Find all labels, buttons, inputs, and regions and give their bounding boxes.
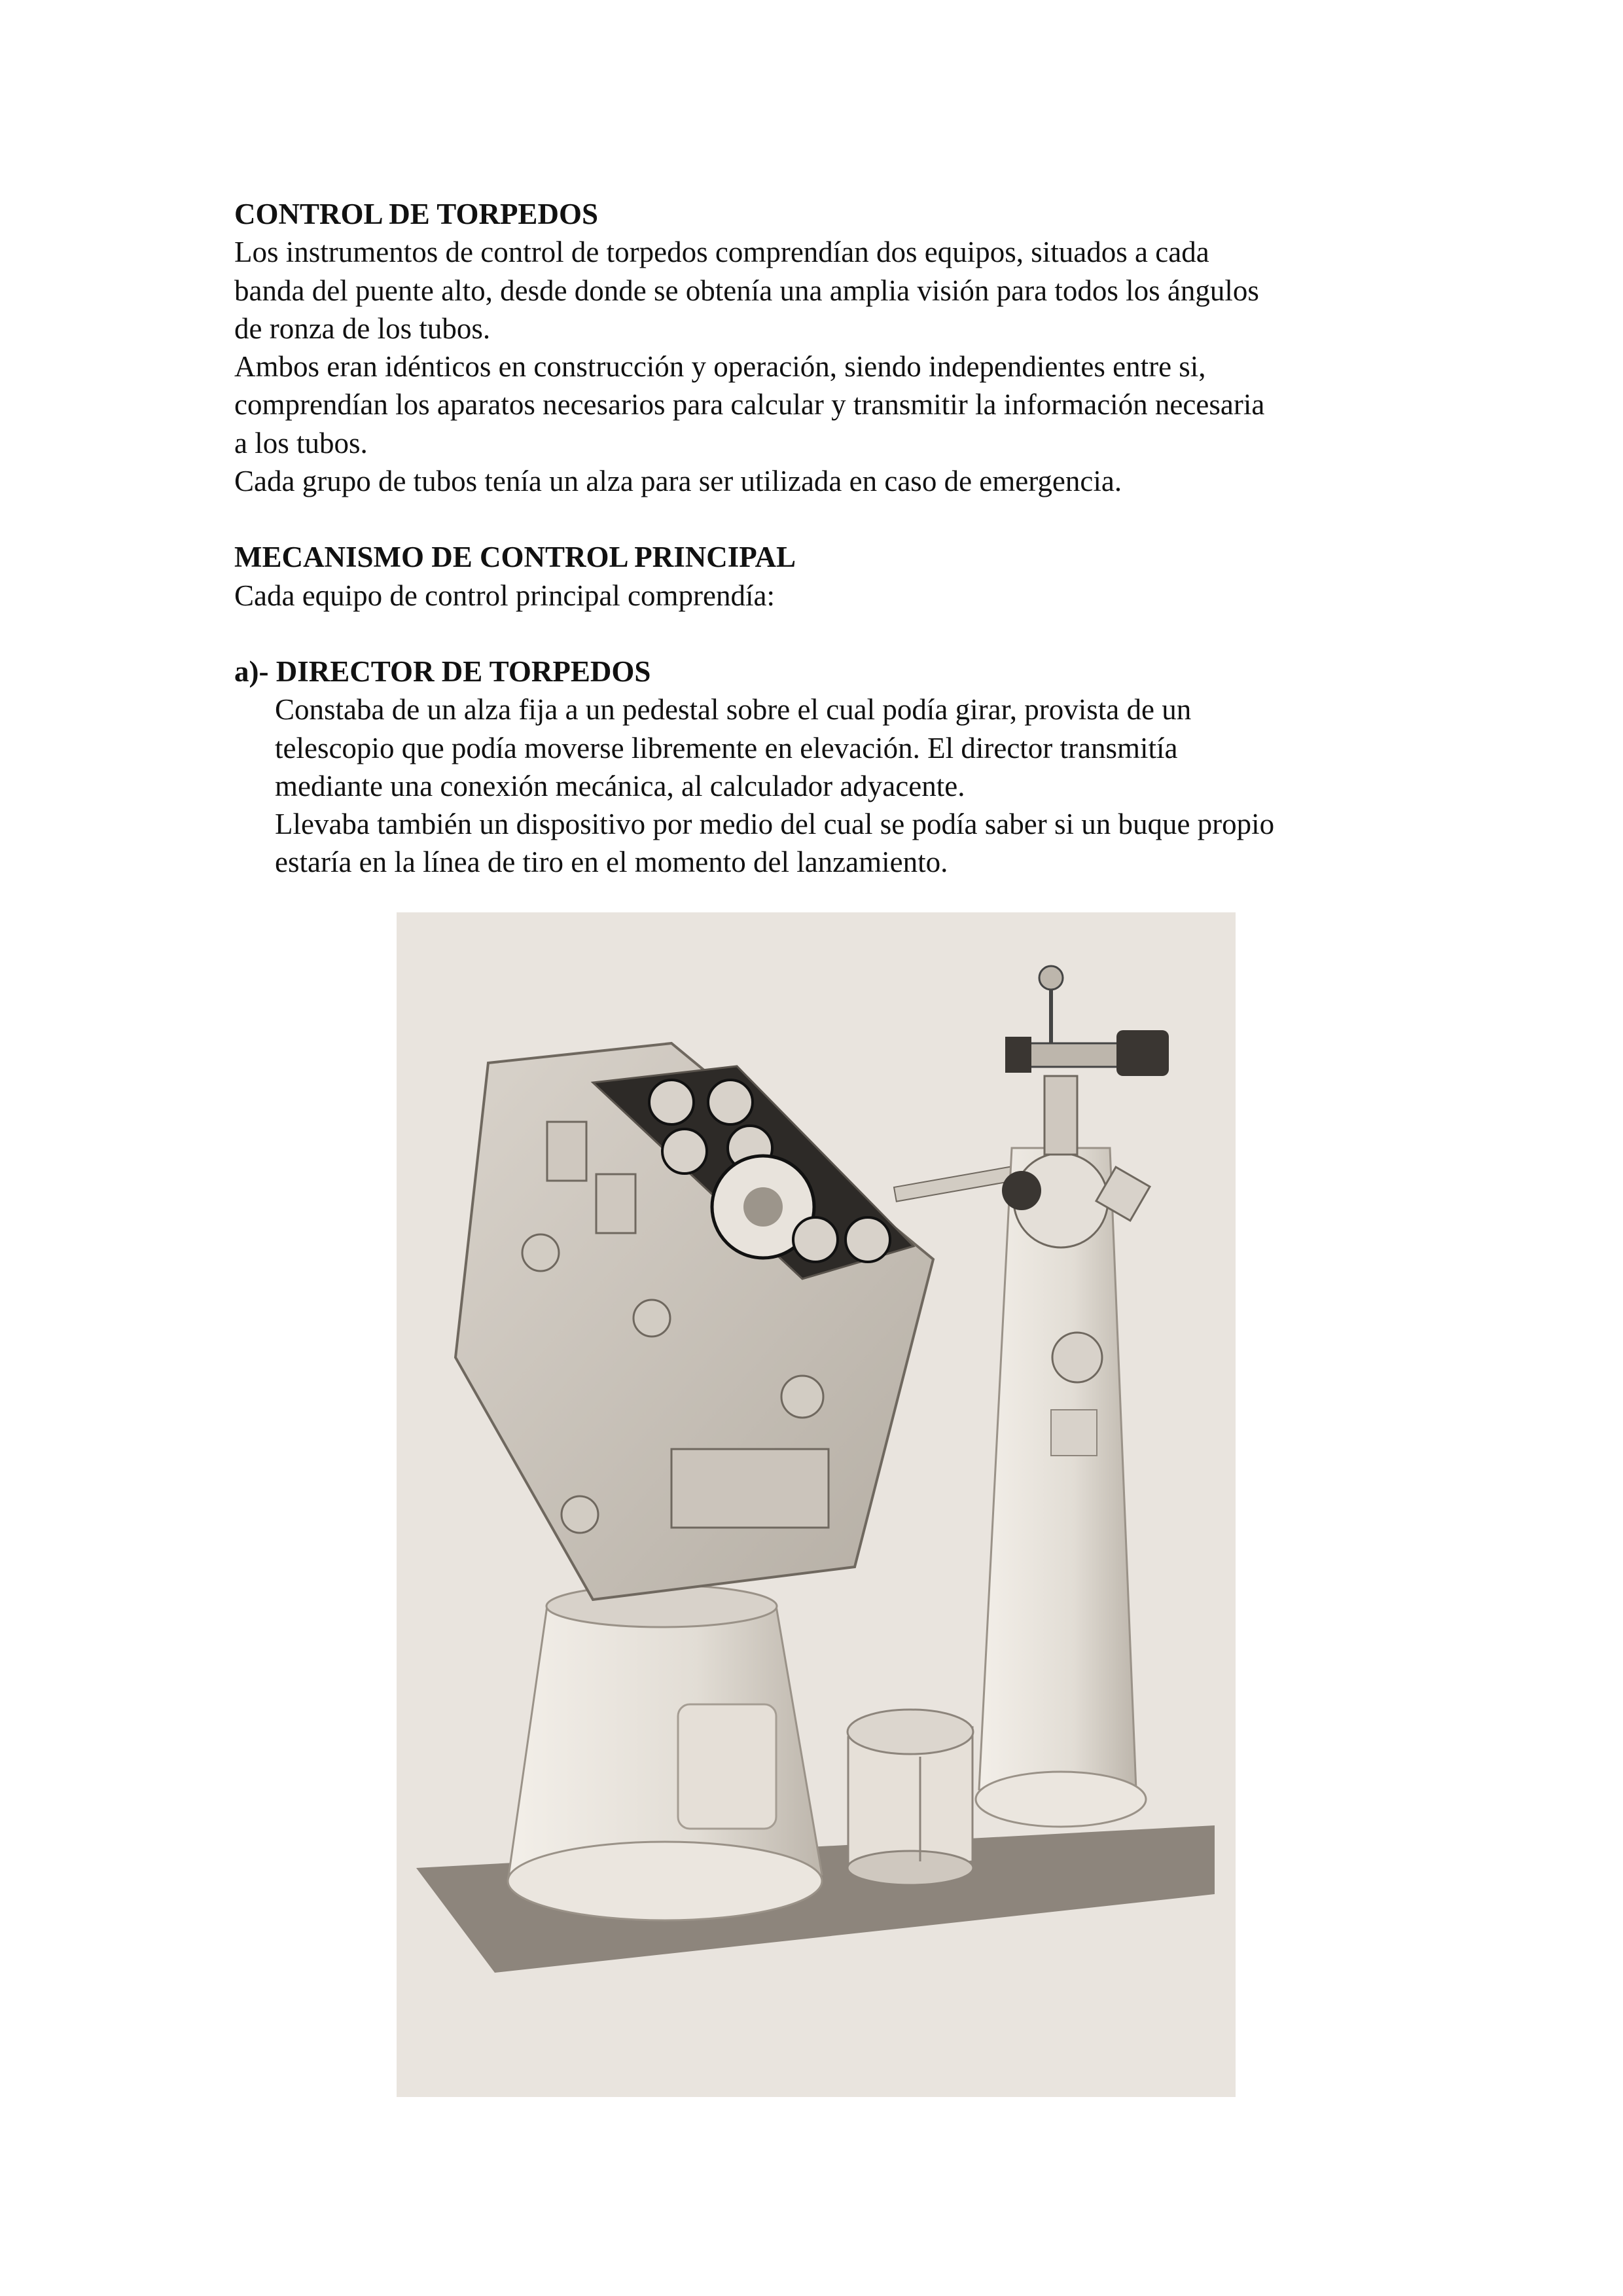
paragraph-line: comprendían los aparatos necesarios para calcular y transmitir la información necesaria — [234, 388, 1265, 422]
paragraph-line: de ronza de los tubos. — [234, 312, 491, 345]
paragraph-line: Cada equipo de control principal comprendía: — [234, 579, 775, 612]
torpedo-director-photo — [397, 912, 1236, 2097]
paragraph-line: Ambos eran idénticos en construcción y operación, siendo independientes entre si, — [234, 350, 1206, 384]
paragraph-line: Los instrumentos de control de torpedos comprendían dos equipos, situados a cada — [234, 236, 1209, 269]
paragraph-line: Llevaba también un dispositivo por medio del cual se podía saber si un buque propio — [275, 808, 1275, 841]
paragraph-spacer — [234, 615, 1412, 653]
heading-director-torpedos: a)- DIRECTOR DE TORPEDOS — [234, 655, 651, 688]
paragraph-line: Cada grupo de tubos tenía un alza para ser utilizada en caso de emergencia. — [234, 465, 1122, 498]
heading-control-torpedos: CONTROL DE TORPEDOS — [234, 198, 598, 230]
paragraph-spacer — [234, 500, 1412, 538]
heading-mecanismo-control: MECANISMO DE CONTROL PRINCIPAL — [234, 541, 796, 574]
paragraph-line: Constaba de un alza fija a un pedestal sobre el cual podía girar, provista de un — [275, 693, 1192, 726]
paragraph-line: estaría en la línea de tiro en el momento del lanzamiento. — [275, 846, 948, 879]
paragraph-line: telescopio que podía moverse libremente en elevación. El director transmitía — [275, 731, 1178, 764]
paragraph-line: a los tubos. — [234, 426, 368, 459]
paragraph-line: mediante una conexión mecánica, al calculador adyacente. — [275, 769, 965, 802]
torpedo-director-illustration — [397, 912, 1236, 2097]
page-text — [234, 195, 1412, 882]
paragraph-line: banda del puente alto, desde donde se obtenía una amplia visión para todos los ángulos — [234, 274, 1259, 307]
